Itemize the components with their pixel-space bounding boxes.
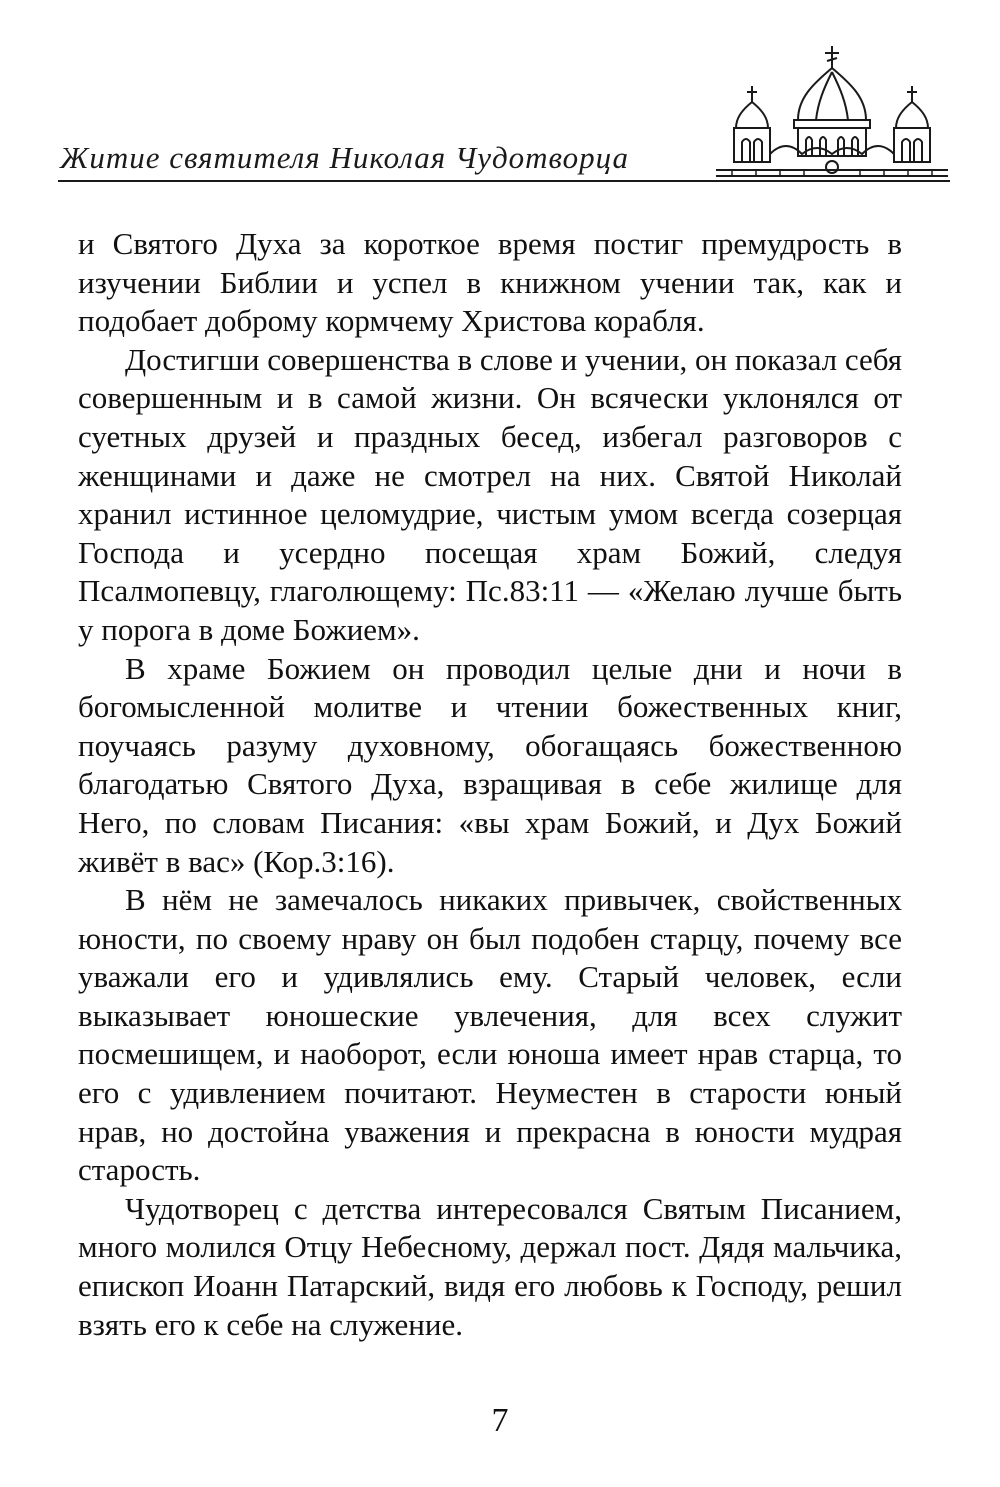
running-title: Житие святителя Николая Чудотворца [60,140,629,175]
paragraph-5: Чудотворец с детства интересовался Святым Писанием, много молился Отцу Небесному, держал пост. Дядя мальчика, епископ Иоанн Патарский, видя его любовь к Господу, решил взять его к себе на служение. [78,1190,902,1342]
church-domes-icon [712,42,952,184]
paragraph-1: и Святого Духа за короткое время постиг премудрость в изучении Библии и успел в книжном учении так, как и подобает доброму кормчему Христова корабля. [78,226,902,339]
body-text [78,225,902,1344]
paragraph-3: В храме Божием он проводил целые дни и ночи в богомысленной молитве и чтении божественных книг, поучаясь разуму духовному, обогащаясь божественною благодатью Святого Духа, взращивая в себе жилище для Него, по словам Писания: «вы храм Божий, и Дух Божий живёт в вас» (Кор.3:16). [78,650,902,879]
header-rule [58,180,950,182]
paragraph-2: Достигши совершенства в слове и учении, он показал себя совершенным и в самой жизни. Он всячески уклонялся от суетных друзей и праздных бесед, избегал разговоров с женщинами и даже не смотрел на них. Святой Николай хранил истинное целомудрие, чистым умом всегда созерцая Господа и усердно посещая храм Божий, следуя Псалмопевцу, глаголющему: Пс.83:11 — «Желаю лучше быть у порога в доме Божием». [78,341,902,647]
paragraph-4: В нём не замечалось никаких привычек, свойственных юности, по своему нраву он был подобен старцу, почему все уважали его и удивлялись ему. Старый человек, если выказывает юношеские увлечения, для всех служит посмешищем, и наоборот, если юноша имеет нрав старца, то его с удивлением почитают. Неуместен в старости юный нрав, но достойна уважения и прекрасна в юности мудрая старость. [78,882,902,1188]
page-number: 7 [491,1402,509,1439]
